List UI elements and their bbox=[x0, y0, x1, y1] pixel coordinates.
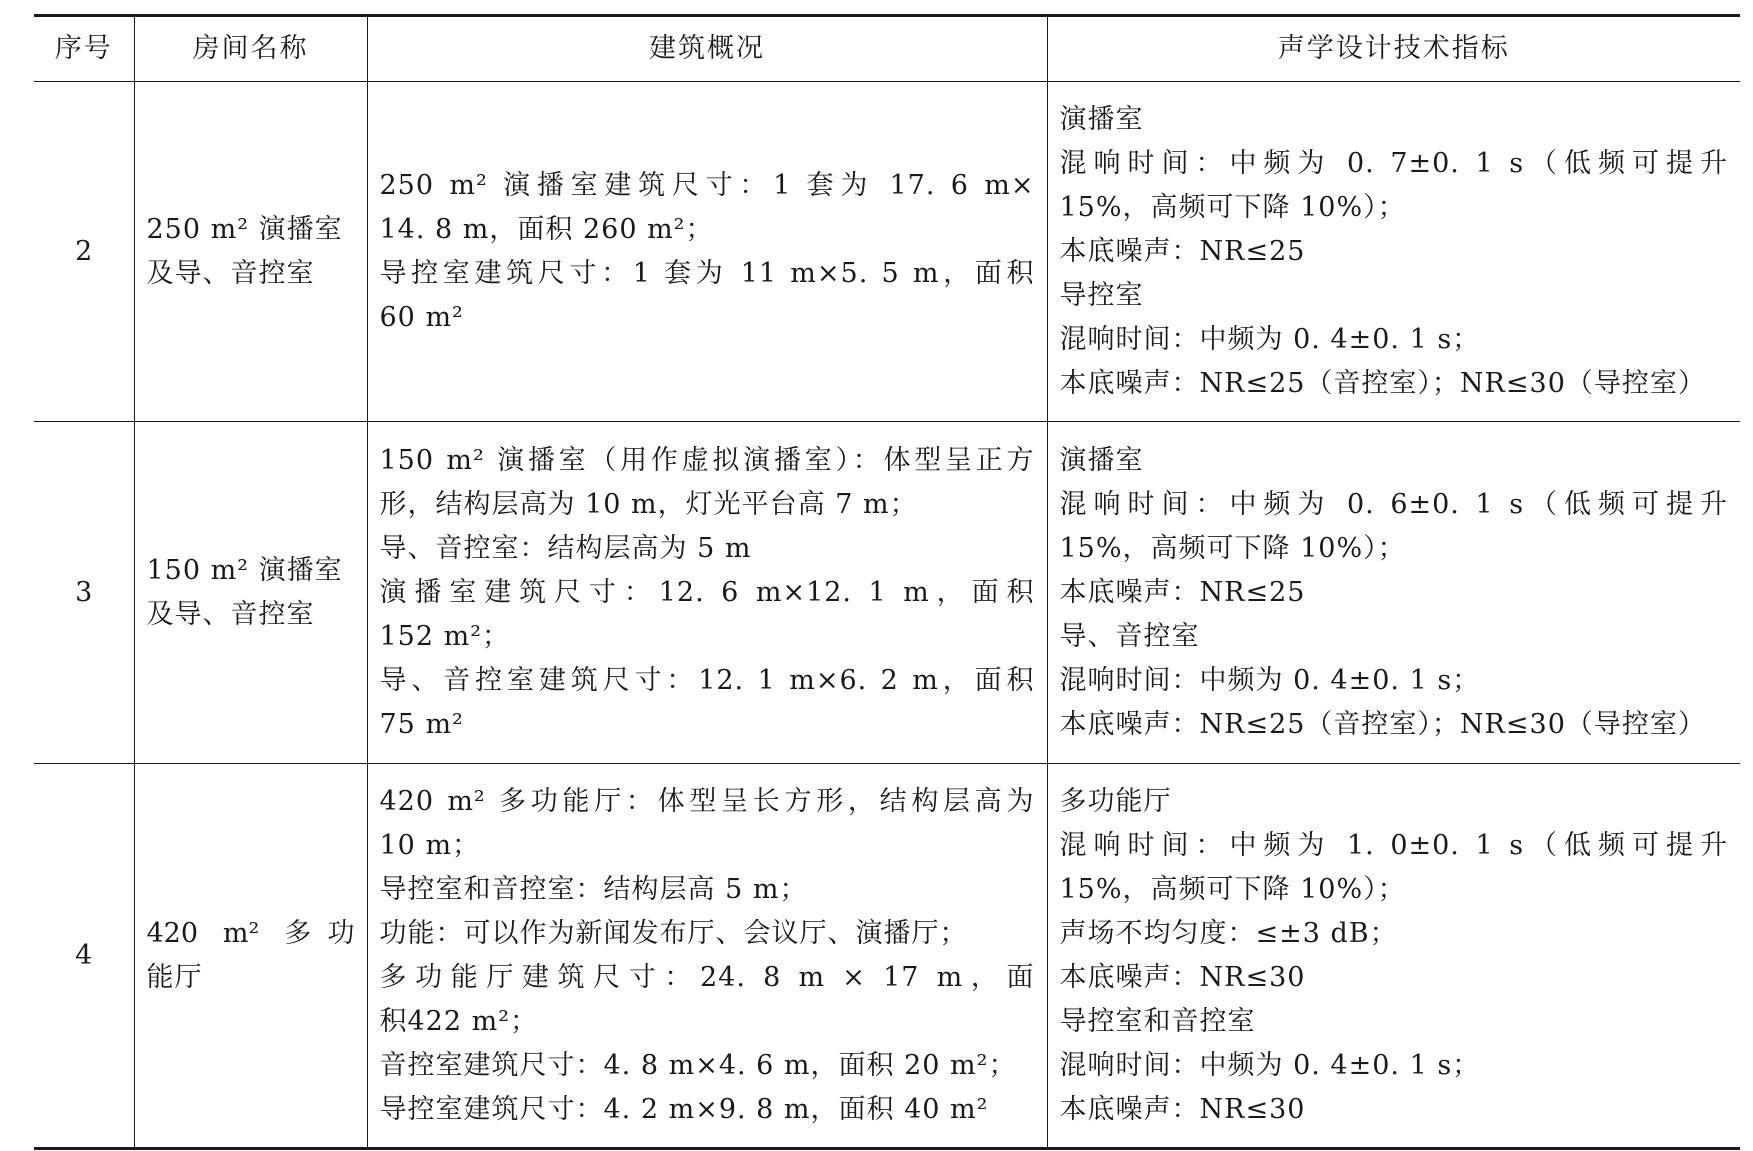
row-index: 4 bbox=[34, 764, 134, 1149]
room-name-line: 及导、音控室 bbox=[146, 598, 315, 630]
acoustic-line: 混响时间：中频为 0. 4±0. 1 s； bbox=[1059, 664, 1481, 696]
building-overview-cell bbox=[367, 422, 1047, 764]
room-name-cell bbox=[134, 82, 367, 422]
acoustic-line: 演播室 bbox=[1059, 103, 1144, 135]
building-line: 250 m² 演播室建筑尺寸：1 套为 17. 6 m× bbox=[379, 169, 1035, 201]
room-name-line: 及导、音控室 bbox=[146, 257, 315, 289]
building-line: 152 m²； bbox=[379, 620, 511, 652]
acoustic-line: 15%，高频可下降 10%）； bbox=[1059, 191, 1406, 223]
building-line: 积422 m²； bbox=[379, 1005, 539, 1037]
acoustic-design-table bbox=[34, 14, 1740, 1150]
building-line: 10 m； bbox=[379, 829, 481, 861]
building-line: 形，结构层高为 10 m，灯光平台高 7 m； bbox=[379, 488, 918, 520]
acoustic-line: 本底噪声：NR≤25（音控室）；NR≤30（导控室） bbox=[1059, 367, 1706, 399]
header-room-name: 房间名称 bbox=[134, 16, 367, 82]
row-index: 2 bbox=[34, 82, 134, 422]
acoustic-line: 混响时间：中频为 0. 4±0. 1 s； bbox=[1059, 323, 1481, 355]
room-name-cell bbox=[134, 422, 367, 764]
acoustic-line: 15%，高频可下降 10%）； bbox=[1059, 873, 1406, 905]
acoustic-line: 本底噪声：NR≤25 bbox=[1059, 235, 1306, 267]
acoustic-line: 15%，高频可下降 10%）； bbox=[1059, 532, 1406, 564]
building-line: 14. 8 m，面积 260 m²； bbox=[379, 213, 714, 245]
acoustic-line: 本底噪声：NR≤25（音控室）；NR≤30（导控室） bbox=[1059, 708, 1706, 740]
building-overview-cell bbox=[367, 764, 1047, 1149]
building-line: 演播室建筑尺寸：12. 6 m×12. 1 m，面积 bbox=[379, 576, 1035, 608]
acoustic-line: 本底噪声：NR≤25 bbox=[1059, 576, 1306, 608]
building-line: 音控室建筑尺寸：4. 8 m×4. 6 m，面积 20 m²； bbox=[379, 1049, 1017, 1081]
acoustic-line: 混响时间：中频为 0. 7±0. 1 s（低频可提升 bbox=[1059, 147, 1728, 179]
building-line: 导控室和音控室：结构层高 5 m； bbox=[379, 873, 808, 905]
acoustic-line: 演播室 bbox=[1059, 444, 1144, 476]
acoustic-line: 混响时间：中频为 1. 0±0. 1 s（低频可提升 bbox=[1059, 829, 1728, 861]
building-line: 多功能厅建筑尺寸：24. 8 m × 17 m，面 bbox=[379, 961, 1035, 993]
room-name-line: 150 m² 演播室 bbox=[146, 554, 343, 586]
table-header-row bbox=[34, 16, 1740, 82]
table-row bbox=[34, 82, 1740, 422]
building-line: 60 m² bbox=[379, 301, 464, 333]
building-line: 导、音控室：结构层高为 5 m bbox=[379, 532, 752, 564]
room-name-line: 420 m² 多功 bbox=[146, 917, 355, 949]
acoustic-line: 导控室 bbox=[1059, 279, 1144, 311]
room-name-line: 能厅 bbox=[146, 961, 203, 993]
header-building-overview: 建筑概况 bbox=[367, 16, 1047, 82]
building-line: 75 m² bbox=[379, 708, 464, 740]
table-row bbox=[34, 764, 1740, 1149]
acoustic-specs-cell bbox=[1047, 82, 1740, 422]
building-line: 420 m² 多功能厅：体型呈长方形，结构层高为 bbox=[379, 785, 1035, 817]
acoustic-specs-cell bbox=[1047, 764, 1740, 1149]
acoustic-line: 导、音控室 bbox=[1059, 620, 1200, 652]
building-line: 导控室建筑尺寸：4. 2 m×9. 8 m，面积 40 m² bbox=[379, 1093, 989, 1125]
building-line: 导控室建筑尺寸：1 套为 11 m×5. 5 m，面积 bbox=[379, 257, 1035, 289]
acoustic-line: 本底噪声：NR≤30 bbox=[1059, 1093, 1306, 1125]
acoustic-line: 导控室和音控室 bbox=[1059, 1005, 1256, 1037]
row-index: 3 bbox=[34, 422, 134, 764]
header-acoustic-specs: 声学设计技术指标 bbox=[1047, 16, 1740, 82]
table-row bbox=[34, 422, 1740, 764]
room-name-cell bbox=[134, 764, 367, 1149]
header-index: 序号 bbox=[34, 16, 134, 82]
acoustic-line: 混响时间：中频为 0. 4±0. 1 s； bbox=[1059, 1049, 1481, 1081]
building-line: 导、音控室建筑尺寸：12. 1 m×6. 2 m，面积 bbox=[379, 664, 1035, 696]
acoustic-specs-cell bbox=[1047, 422, 1740, 764]
acoustic-line: 本底噪声：NR≤30 bbox=[1059, 961, 1306, 993]
acoustic-line: 声场不均匀度：≤±3 dB； bbox=[1059, 917, 1398, 949]
room-name-line: 250 m² 演播室 bbox=[146, 213, 343, 245]
building-overview-cell bbox=[367, 82, 1047, 422]
acoustic-line: 多功能厅 bbox=[1059, 785, 1172, 817]
building-line: 功能：可以作为新闻发布厅、会议厅、演播厅； bbox=[379, 917, 968, 949]
building-line: 150 m² 演播室（用作虚拟演播室）：体型呈正方 bbox=[379, 444, 1035, 476]
acoustic-line: 混响时间：中频为 0. 6±0. 1 s（低频可提升 bbox=[1059, 488, 1728, 520]
